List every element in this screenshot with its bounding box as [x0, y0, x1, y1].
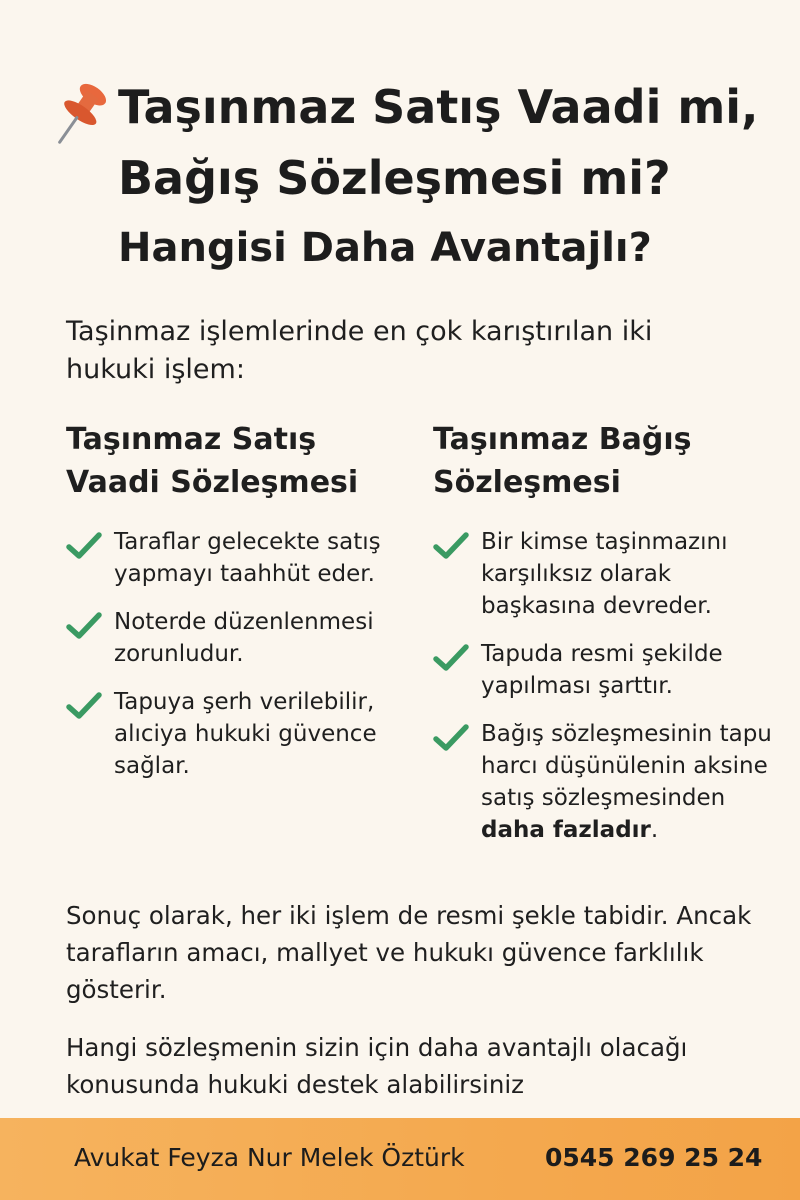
checkmark-icon [66, 612, 102, 640]
right-column [433, 418, 773, 862]
pushpin-icon [50, 78, 106, 154]
conclusion-text: Sonuç olarak, her iki işlem de resmi şekle tabidir. Ancak tarafların amacı, mallyet ve hukukı güvence farklılık gösterir. [66, 901, 752, 1004]
phone-number: 0545 269 25 24 [545, 1143, 763, 1172]
list-item-text: Bir kimse taşinmazını karşılıksız olarak başkasına devreder. [481, 529, 728, 619]
list-item-text: Tapuya şerh verilebilir, alıciya hukuki güvence sağlar. [114, 689, 377, 779]
list-item-text: Tapuda resmi şekilde yapılması şarttır. [481, 641, 723, 699]
list-item-emphasis: daha fazladır [481, 817, 651, 843]
title-block [50, 72, 790, 278]
footer-bar [0, 1118, 800, 1200]
checkmark-icon [66, 532, 102, 560]
right-column-heading: Taşınmaz Bağış Sözleşmesi [433, 422, 692, 500]
checkmark-icon [433, 644, 469, 672]
checkmark-icon [433, 532, 469, 560]
title-line-1: Taşınmaz Satış Vaadi mi, [118, 80, 759, 134]
list-item [66, 606, 406, 670]
left-column [66, 418, 406, 798]
page-title [50, 72, 790, 214]
list-item-text: Bağış sözleşmesinin tapu harcı düşünülenin aksine satış sözleşmesinden [481, 721, 772, 811]
list-item [66, 686, 406, 782]
intro-text: Taşinmaz işlemlerinde en çok karıştırılan iki hukuki işlem: [66, 316, 653, 385]
page-subtitle: Hangisi Daha Avantajlı? [118, 225, 652, 271]
list-item-text: Noterde düzenlenmesi zorunludur. [114, 609, 374, 667]
list-item-period: . [650, 817, 659, 843]
lawyer-name: Avukat Feyza Nur Melek Öztürk [74, 1143, 465, 1172]
list-item-text: Taraflar gelecekte satış yapmayı taahhüt eder. [114, 529, 381, 587]
checkmark-icon [433, 724, 469, 752]
list-item [433, 718, 773, 846]
left-column-heading: Taşınmaz Satış Vaadi Sözleşmesi [66, 422, 359, 500]
cta-text: Hangi sözleşmenin sizin için daha avantajlı olacağı konusunda hukuki destek alabilirsiniz [66, 1033, 688, 1099]
list-item [433, 638, 773, 702]
list-item [433, 526, 773, 622]
list-item [66, 526, 406, 590]
title-line-2: Bağış Sözleşmesi mi? [118, 151, 671, 205]
checkmark-icon [66, 692, 102, 720]
